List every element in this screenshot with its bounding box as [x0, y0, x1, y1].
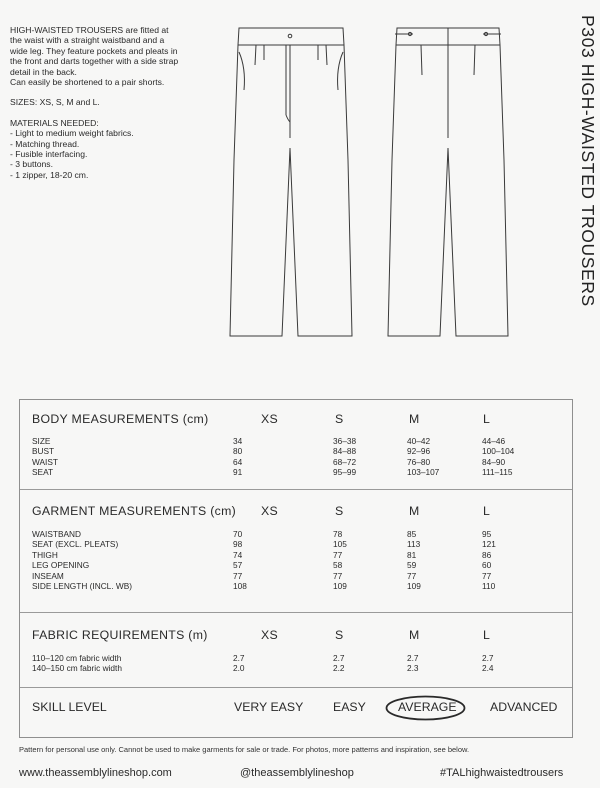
description-line: the waist with a straight waistband and a: [10, 35, 165, 46]
materials-item: - 1 zipper, 18-20 cm.: [10, 170, 222, 180]
description-line: the front and darts together with a side strap: [10, 56, 179, 67]
section-heading: FABRIC REQUIREMENTS (m): [32, 628, 208, 642]
front-view-sketch: [226, 20, 356, 348]
pattern-title: P303 HIGH-WAISTED TROUSERS: [578, 15, 598, 307]
cell-m: 59: [407, 560, 417, 571]
size-header-l: L: [483, 412, 491, 426]
size-header-m: M: [409, 412, 420, 426]
table-row: [20, 581, 572, 591]
pattern-description: [10, 25, 222, 180]
cell-xs: 2.0: [233, 663, 245, 674]
materials-item: - Light to medium weight fabrics.: [10, 128, 222, 138]
row-label: WAISTBAND: [32, 529, 82, 539]
cell-l: 2.4: [482, 663, 494, 674]
cell-l: 100–104: [482, 446, 515, 457]
row-label: LEG OPENING: [32, 560, 90, 571]
cell-l: 111–115: [482, 467, 513, 478]
size-header-xs: XS: [261, 412, 279, 426]
cell-l: 2.7: [482, 653, 494, 663]
cell-s: 58: [333, 560, 343, 571]
row-label: WAIST: [32, 456, 58, 467]
skill-advanced: ADVANCED: [490, 700, 558, 714]
cell-l: 84–90: [482, 456, 506, 467]
cell-xs: 70: [233, 529, 243, 539]
table-row: [20, 539, 572, 549]
description-line: detail in the back.: [10, 66, 77, 77]
cell-xs: 2.7: [233, 653, 245, 663]
description-line: HIGH-WAISTED TROUSERS are fitted at: [10, 25, 169, 35]
cell-l: 44–46: [482, 436, 506, 446]
cell-m: 81: [407, 549, 417, 560]
table-row: [20, 529, 572, 539]
skill-easy: EASY: [333, 700, 366, 714]
table-row: [20, 653, 572, 663]
cell-m: 77: [407, 570, 417, 581]
cell-m: 109: [407, 580, 421, 591]
cell-xs: 74: [233, 549, 243, 560]
row-label: SEAT (EXCL. PLEATS): [32, 539, 119, 550]
sizes-line: SIZES: XS, S, M and L.: [10, 97, 100, 108]
measurement-chart: [19, 399, 573, 738]
size-header-s: S: [335, 412, 344, 426]
cell-xs: 98: [233, 539, 243, 550]
cell-m: 76–80: [407, 456, 431, 467]
materials-item: - 3 buttons.: [10, 159, 222, 169]
cell-m: 85: [407, 529, 417, 539]
divider: [20, 687, 572, 688]
row-label: 110–120 cm fabric width: [32, 653, 122, 663]
cell-l: 110: [482, 580, 496, 591]
row-label: SEAT: [32, 467, 54, 478]
cell-m: 113: [407, 539, 421, 550]
section-heading: GARMENT MEASUREMENTS (cm): [32, 504, 237, 518]
hashtag-link[interactable]: #TALhighwaistedtrousers: [440, 767, 564, 779]
cell-s: 36–38: [333, 436, 357, 446]
cell-s: 84–88: [333, 446, 357, 457]
row-label: THIGH: [32, 549, 58, 560]
materials-list: [10, 128, 222, 180]
size-header-xs: XS: [261, 504, 279, 518]
size-header-l: L: [483, 504, 491, 518]
cell-s: 68–72: [333, 456, 357, 467]
table-row: [20, 550, 572, 560]
size-header-s: S: [335, 504, 344, 518]
cell-l: 60: [482, 560, 492, 571]
cell-s: 77: [333, 549, 343, 560]
cell-l: 77: [482, 570, 492, 581]
cell-s: 78: [333, 529, 343, 539]
cell-m: 40–42: [407, 436, 431, 446]
skill-average: AVERAGE: [398, 700, 457, 714]
size-header-m: M: [409, 628, 420, 642]
row-label: SIDE LENGTH (INCL. WB): [32, 580, 133, 591]
cell-s: 95–99: [333, 467, 357, 478]
skill-very-easy: VERY EASY: [234, 700, 304, 714]
back-view-sketch: [383, 20, 513, 348]
cell-xs: 77: [233, 570, 243, 581]
selected-skill-ring: [385, 695, 466, 721]
table-row: [20, 457, 572, 467]
table-row: [20, 446, 572, 456]
divider: [20, 612, 572, 613]
table-row: [20, 560, 572, 570]
materials-item: - Matching thread.: [10, 139, 222, 149]
section-heading: BODY MEASUREMENTS (cm): [32, 412, 209, 426]
cell-xs: 64: [233, 456, 243, 467]
table-row: [20, 467, 572, 477]
divider: [20, 489, 572, 490]
cell-s: 77: [333, 570, 343, 581]
cell-xs: 91: [233, 467, 243, 478]
row-label: BUST: [32, 446, 55, 457]
cell-m: 103–107: [407, 467, 440, 478]
cell-l: 86: [482, 549, 492, 560]
cell-s: 105: [333, 539, 347, 550]
table-row: [20, 436, 572, 446]
size-header-m: M: [409, 504, 420, 518]
cell-s: 2.7: [333, 653, 345, 663]
materials-item: - Fusible interfacing.: [10, 149, 222, 159]
materials-heading: MATERIALS NEEDED:: [10, 117, 99, 128]
row-label: SIZE: [32, 436, 51, 446]
table-row: [20, 571, 572, 581]
cell-xs: 57: [233, 560, 243, 571]
size-header-xs: XS: [261, 628, 279, 642]
cell-s: 109: [333, 580, 347, 591]
size-header-s: S: [335, 628, 344, 642]
cell-l: 121: [482, 539, 496, 550]
social-handle-link[interactable]: @theassemblylineshop: [240, 767, 354, 779]
row-label: 140–150 cm fabric width: [32, 663, 122, 674]
cell-m: 92–96: [407, 446, 431, 457]
skill-level-label: SKILL LEVEL: [32, 700, 107, 714]
cell-xs: 108: [233, 580, 247, 591]
row-label: INSEAM: [32, 570, 64, 581]
description-line: wide leg. They feature pockets and pleats in: [10, 45, 178, 56]
table-row: [20, 663, 572, 673]
cell-m: 2.7: [407, 653, 419, 663]
cell-m: 2.3: [407, 663, 419, 674]
disclaimer: Pattern for personal use only. Cannot be used to make garments for sale or trade. For photos, more patterns and inspiration, see below.: [19, 745, 470, 754]
cell-xs: 80: [233, 446, 243, 457]
cell-l: 95: [482, 529, 492, 539]
size-header-l: L: [483, 628, 491, 642]
website-link[interactable]: www.theassemblylineshop.com: [19, 767, 172, 779]
cell-xs: 34: [233, 436, 243, 446]
description-line: Can easily be shortened to a pair shorts.: [10, 77, 165, 88]
cell-s: 2.2: [333, 663, 345, 674]
